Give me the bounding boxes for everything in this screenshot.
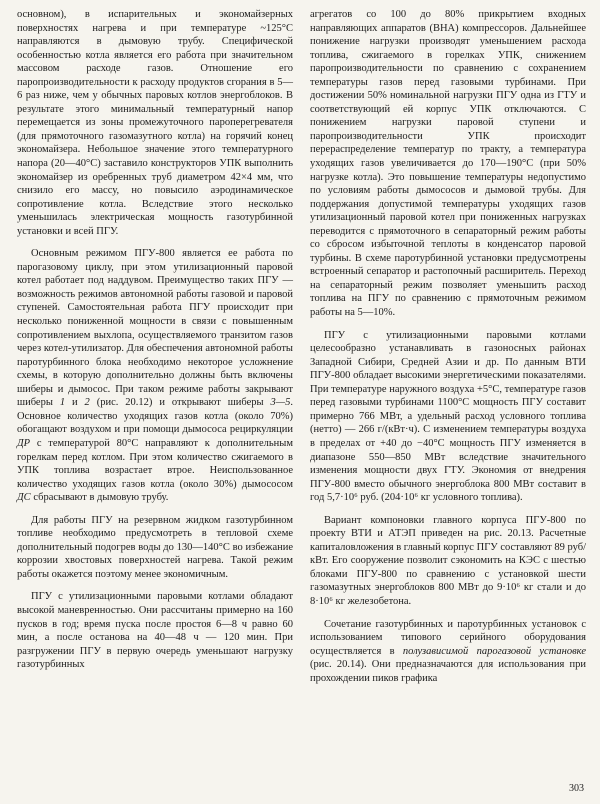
right-paragraph-4 [310, 618, 586, 686]
text-run: и [65, 397, 85, 409]
left-paragraph-2 [17, 247, 293, 504]
text-run: с температурой 80°C направляют к дополнительным горелкам перед котлом. При этом количество сжигаемого в УПК топлива возрастает втрое. Неиспользованное количество уходящих газов котла (около 30%) дымососом [17, 437, 293, 490]
italic-label: 2 [84, 397, 90, 409]
right-column [310, 8, 586, 685]
text-run: . Основное количество уходящих газов котла (около 70%) обогащают воздухом и при помощи дымососа рециркуляции [17, 397, 293, 436]
italic-label: 1 [59, 397, 66, 409]
italic-term: полузависимой парогазовой установке [402, 645, 586, 657]
text-run: Основным режимом ПГУ-800 является ее работа по парогазовому циклу, при этом утилизационный паровой котел работает под наддувом. Преимущество таких ПГУ — возможность режимов автономной работы газовой и паровой ступеней. Самостоятельная работа ПГУ происходит при несколько пониженной мощности в связи с повышенным сопротивлением выхлопа, осуществляемого транзитом газов через котел-утилизатор. Для обеспечения автономной работы паротурбинного блока необходимо некоторое усложнение схемы, в которую дополнительно должны быть включены шиберы и дымосос. При таком режиме работы закрывают шиберы [17, 248, 293, 409]
page-number: 303 [569, 783, 584, 794]
italic-label: ДС [17, 492, 31, 504]
text-run: (рис. 20.12) и открывают шиберы [89, 397, 271, 409]
text-columns [17, 8, 586, 685]
italic-label: 3—5 [270, 397, 291, 409]
right-paragraph-3: Вариант компоновки главного корпуса ПГУ-800 по проекту ВТИ и АТЭП приведен на рис. 20.13. Расчетные капиталовложения в главный корпус ПГУ составляют 89 руб/кВт. Его сооружение позволит сэкономить на КЭС с шестью блоками ПГУ-800 по сравнению с установкой шести газомазутных энергоблоков 800 МВт до 9·10⁶ кг стали и до 8·10⁶ кг железобетона. [310, 514, 586, 607]
italic-label: ДР [17, 437, 31, 449]
text-run: (рис. 20.14). Они предназначаются для использования при прохождении пиков графика [310, 659, 586, 684]
left-paragraph-4: ПГУ с утилизационными паровыми котлами обладают высокой маневренностью. Они рассчитаны примерно на 160 пусков в год; время пуска после простоя 6—8 ч равно 60 мин, а после останова на 40—48 ч — 120 мин. При разгружении ПГУ в первую очередь уменьшают нагрузку газотурбинных [17, 591, 293, 671]
right-paragraph-2: ПГУ с утилизационными паровыми котлами целесообразно устанавливать в газоносных районах Западной Сибири, Средней Азии и др. По данным ВТИ ПГУ-800 обладает высокими энергетическими показателями. При температуре наружного воздуха +5°C, температуре газов перед газовыми турбинами 1100°C мощность ПГУ составит примерно 766 МВт, а удельный расход условного топлива (нетто) — 266 г/(кВт·ч). С изменением температуры воздуха в пределах от +40 до −40°C мощность ПГУ изменяется в диапазоне 550—850 МВт вследствие значительного изменения мощности двух ГТУ. Экономия от внедрения ПГУ-800 вместо обычного энергоблока 800 МВт составит в год 5,7·10⁶ руб. (204·10⁶ кг условного топлива). [310, 329, 586, 504]
left-paragraph-3: Для работы ПГУ на резервном жидком газотурбинном топливе необходимо предусмотреть в тепловой схеме дополнительный подогрев воды до 130—140°C во избежание коррозии хвостовых поверхностей нагрева. Такой режим работы окажется поэтому менее экономичным. [17, 514, 293, 580]
left-column [17, 8, 293, 685]
left-paragraph-1: основном), в испарительных и экономайзерных поверхностях нагрева и при температуре ~125°C направляются в дымовую трубу. Специфической особенностью котла является его работа при значительном массовом расходе газов. Отношение его паропроизводительности к расходу продуктов сгорания в 5—6 раз ниже, чем у обычных паровых котлов энергоблоков. В результате этого минимальный температурный напор перемещается из зоны промежуточного пароперегревателя (для прямоточного газомазутного котла) на горячий конец экономайзера. Небольшое значение этого температурного напора (20—40°C) заставило конструкторов УПК выполнить экономайзер из оребренных труб диаметром 42×4 мм, что снизило его массу, но повысило аэродинамическое сопротивление котла. Вследствие этого несколько уменьшилась электрическая мощность газотурбинной установки и всей ПГУ. [17, 9, 293, 237]
right-paragraph-1: агрегатов со 100 до 80% прикрытием входных направляющих аппаратов (ВНА) компрессоров. Дальнейшее понижение нагрузки производят уменьшением расхода топлива, сжигаемого в горелках УПК, снижением паропроизводительности по сравнению с сохранением температуры газов перед газовыми турбинами. При достижении 50% номинальной нагрузки ПГУ одна из ГТУ и соответствующий ей корпус УПК отключаются. С понижением нагрузки паровой ступени и паропроизводительности УПК происходит перераспределение температур по тракту, а температура уходящих газов увеличивается до 170—190°C (при 50% нагрузке котла). Это повышение температуры недопустимо по условиям работы дымососов и дымовой трубы. Для поддержания допустимой температуры уходящих газов утилизационный паровой котел при пониженных нагрузках переводится с прямоточного в сепараторный режим работы со сбросом избыточной теплоты в конденсатор паровой турбины. В схеме паротурбинной установки предусмотрены встроенный сепаратор и растопочный расширитель. Переход на сепараторный режим позволяет уменьшить расход топлива на ПГУ по сравнению с прямоточным режимом работы на 5—10%. [310, 9, 586, 319]
text-run: сбрасывают в дымовую трубу. [30, 492, 169, 504]
text-run: Сочетание газотурбинных и паротурбинных установок с использованием типового серийного оборудования осуществляется в [310, 618, 586, 657]
